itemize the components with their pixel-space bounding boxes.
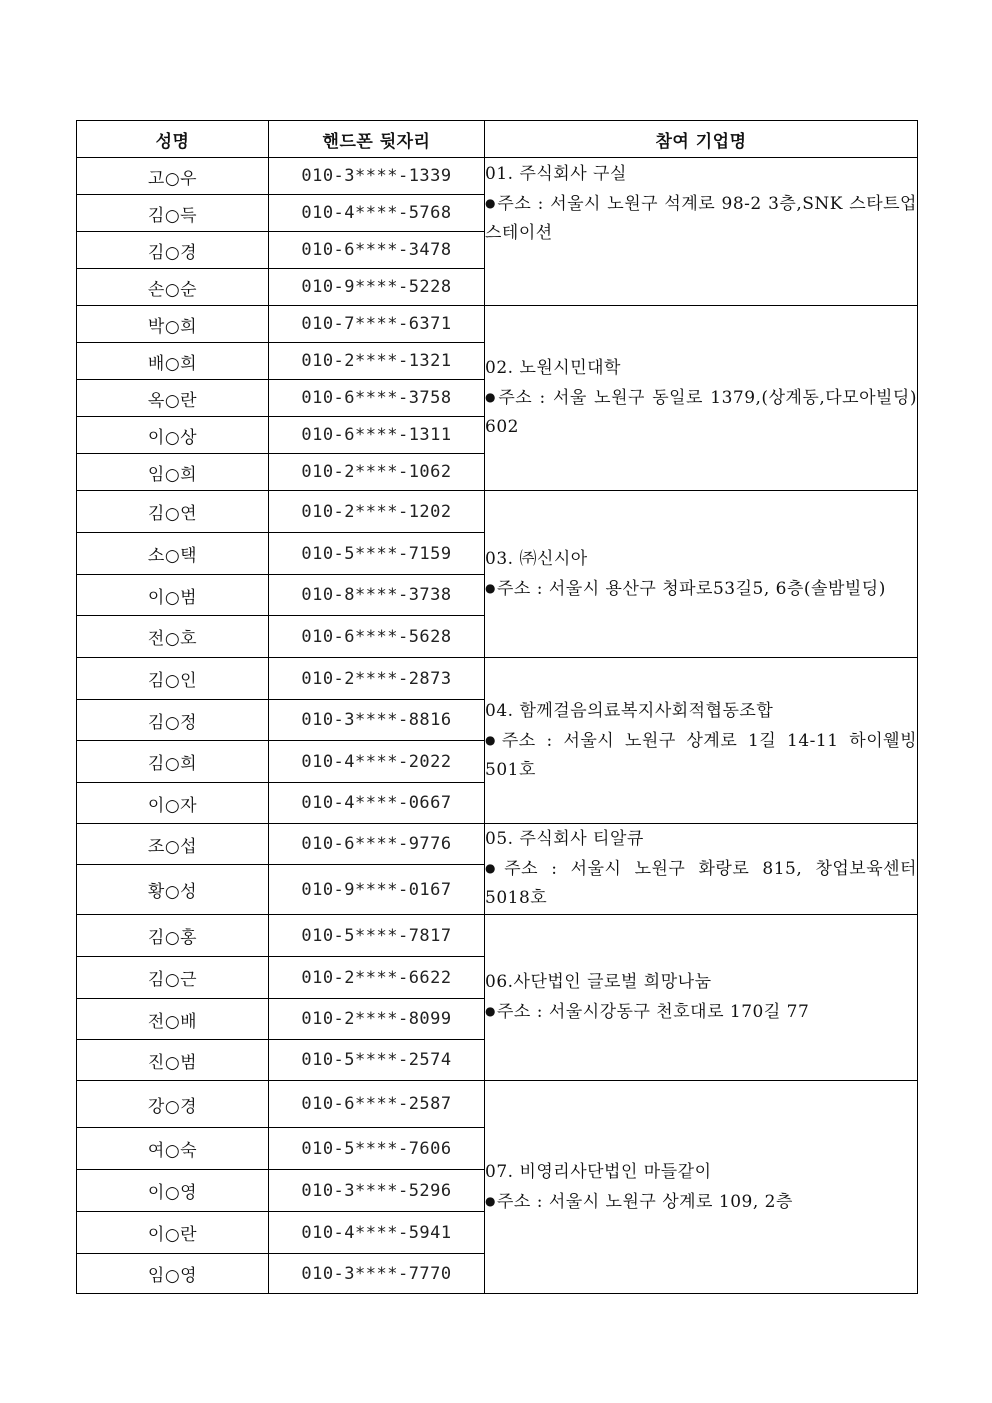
bullet-icon: ● (485, 1193, 496, 1208)
member-phone: 010-6****-3478 (269, 232, 485, 269)
address-text: 주소 : 서울시 노원구 석계로 98-2 3층,SNK 스타트업스테이션 (485, 194, 917, 243)
member-name: 이○란 (77, 1212, 269, 1254)
member-phone: 010-2****-1321 (269, 343, 485, 380)
bullet-icon: ● (485, 861, 504, 875)
member-phone: 010-6****-9776 (269, 824, 485, 865)
member-phone: 010-9****-0167 (269, 865, 485, 915)
company-address (485, 726, 917, 785)
table-header-row (77, 121, 918, 158)
member-name: 김○연 (77, 491, 269, 533)
member-phone: 010-4****-2022 (269, 741, 485, 783)
company-title: 02. 노원시민대학 (485, 358, 621, 378)
participant-table (76, 120, 918, 1294)
company-cell (485, 158, 918, 306)
member-phone: 010-6****-5628 (269, 616, 485, 658)
company-title: 05. 주식회사 티알큐 (485, 829, 644, 849)
company-cell (485, 491, 918, 658)
company-address (485, 383, 917, 442)
member-name: 김○경 (77, 232, 269, 269)
member-name: 여○숙 (77, 1128, 269, 1170)
member-phone: 010-6****-3758 (269, 380, 485, 417)
member-phone: 010-3****-1339 (269, 158, 485, 195)
company-title: 04. 함께걸음의료복지사회적협동조합 (485, 700, 774, 721)
company-title: 07. 비영리사단법인 마들같이 (485, 1161, 712, 1182)
member-name: 황○성 (77, 865, 269, 915)
company-address (485, 1187, 917, 1217)
company-cell (485, 306, 918, 491)
member-name: 강○경 (77, 1081, 269, 1128)
company-title: 03. ㈜신시아 (485, 548, 588, 569)
member-name: 박○희 (77, 306, 269, 343)
member-name: 진○범 (77, 1040, 269, 1081)
company-cell (485, 658, 918, 824)
member-phone: 010-2****-8099 (269, 999, 485, 1040)
member-phone: 010-2****-1202 (269, 491, 485, 533)
member-phone: 010-4****-0667 (269, 783, 485, 824)
bullet-icon: ● (485, 390, 498, 404)
table-row (77, 915, 918, 957)
member-name: 이○상 (77, 417, 269, 454)
company-address (485, 997, 917, 1027)
member-phone: 010-2****-6622 (269, 957, 485, 999)
address-text: 주소 : 서울시 노원구 상계로 109, 2층 (496, 1191, 793, 1212)
address-text: 주소 : 서울시강동구 천호대로 170길 77 (496, 1002, 810, 1022)
member-phone: 010-3****-5296 (269, 1170, 485, 1212)
company-cell (485, 915, 918, 1081)
member-phone: 010-8****-3738 (269, 575, 485, 616)
company-title: 06.사단법인 글로벌 희망나눔 (485, 972, 712, 992)
member-name: 전○호 (77, 616, 269, 658)
member-phone: 010-9****-5228 (269, 269, 485, 306)
member-name: 임○영 (77, 1254, 269, 1294)
header-phone: 핸드폰 뒷자리 (269, 121, 485, 158)
member-name: 김○득 (77, 195, 269, 232)
bullet-icon: ● (485, 732, 501, 747)
member-phone: 010-3****-7770 (269, 1254, 485, 1294)
address-text: 주소 : 서울시 노원구 화랑로 815, 창업보육센터 5018호 (485, 859, 917, 908)
member-name: 김○근 (77, 957, 269, 999)
member-name: 이○자 (77, 783, 269, 824)
header-company: 참여 기업명 (485, 121, 918, 158)
member-phone: 010-4****-5768 (269, 195, 485, 232)
address-text: 주소 : 서울시 용산구 청파로53길5, 6층(솔밤빌딩) (496, 578, 886, 599)
header-name: 성명 (77, 121, 269, 158)
bullet-icon: ● (485, 196, 497, 210)
table-row (77, 658, 918, 700)
company-address (485, 854, 917, 913)
member-name: 고○우 (77, 158, 269, 195)
company-title: 01. 주식회사 구실 (485, 164, 627, 184)
member-name: 옥○란 (77, 380, 269, 417)
member-name: 이○영 (77, 1170, 269, 1212)
table-row (77, 1081, 918, 1128)
member-phone: 010-6****-2587 (269, 1081, 485, 1128)
company-address (485, 189, 917, 248)
member-name: 전○배 (77, 999, 269, 1040)
company-cell (485, 1081, 918, 1294)
company-address (485, 574, 917, 604)
member-phone: 010-3****-8816 (269, 700, 485, 741)
member-name: 배○희 (77, 343, 269, 380)
company-cell (485, 824, 918, 915)
table-row (77, 824, 918, 865)
member-name: 김○희 (77, 741, 269, 783)
bullet-icon: ● (485, 580, 496, 595)
address-text: 주소 : 서울시 노원구 상계로 1길 14-11 하이웰빙 501호 (485, 730, 917, 780)
member-phone: 010-5****-7817 (269, 915, 485, 957)
member-phone: 010-5****-7606 (269, 1128, 485, 1170)
member-name: 이○범 (77, 575, 269, 616)
member-phone: 010-4****-5941 (269, 1212, 485, 1254)
member-phone: 010-2****-1062 (269, 454, 485, 491)
member-name: 소○택 (77, 533, 269, 575)
table-row (77, 158, 918, 195)
member-phone: 010-5****-2574 (269, 1040, 485, 1081)
bullet-icon: ● (485, 1004, 496, 1018)
member-name: 김○홍 (77, 915, 269, 957)
table-row (77, 491, 918, 533)
address-text: 주소 : 서울 노원구 동일로 1379,(상계동,다모아빌딩) 602 (485, 388, 917, 437)
member-phone: 010-6****-1311 (269, 417, 485, 454)
member-name: 김○정 (77, 700, 269, 741)
member-phone: 010-5****-7159 (269, 533, 485, 575)
member-name: 김○인 (77, 658, 269, 700)
member-name: 손○순 (77, 269, 269, 306)
member-name: 임○희 (77, 454, 269, 491)
table-row (77, 306, 918, 343)
member-name: 조○섭 (77, 824, 269, 865)
member-phone: 010-2****-2873 (269, 658, 485, 700)
member-phone: 010-7****-6371 (269, 306, 485, 343)
